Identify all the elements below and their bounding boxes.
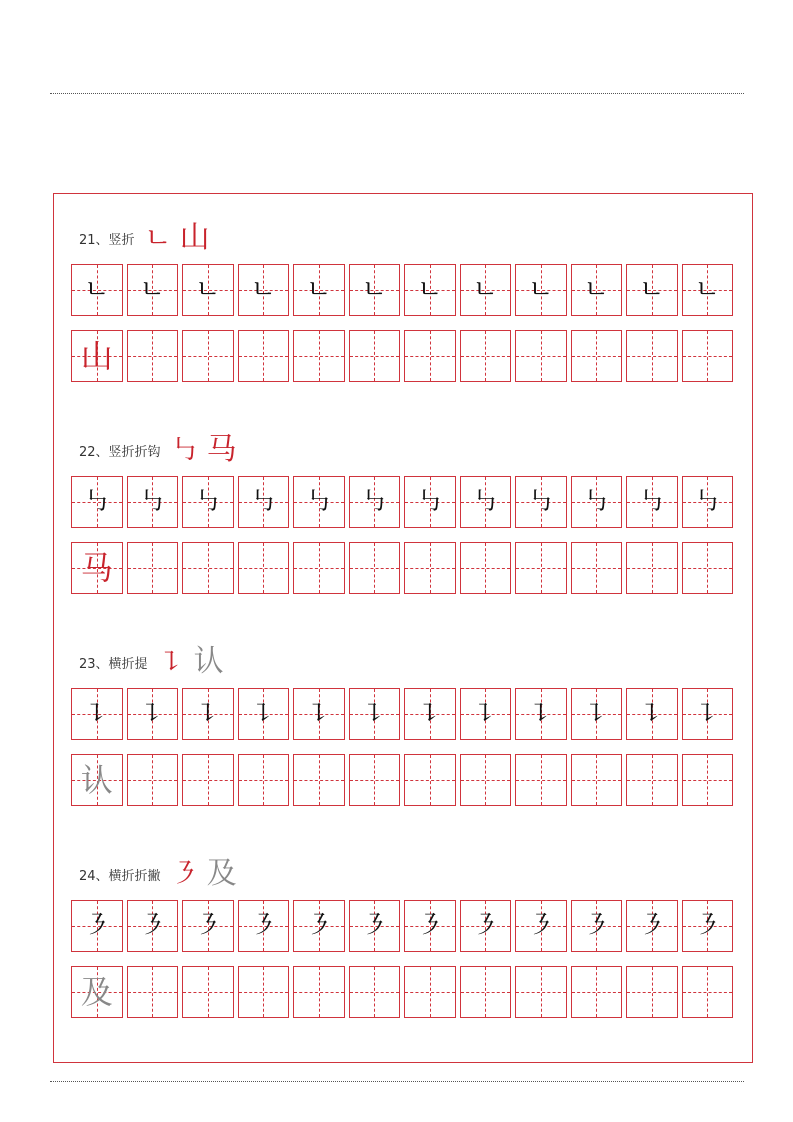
example-character: 马 [206,432,237,467]
empty-practice-cell[interactable] [404,542,456,594]
stroke-practice-cell[interactable] [71,688,123,740]
empty-practice-cell[interactable] [238,966,290,1018]
empty-practice-cell[interactable] [349,966,401,1018]
stroke-glyph: ㇋ [194,910,221,941]
top-dotted-line [50,93,744,94]
section-title: 21、竖折 [79,232,135,248]
stroke-practice-cell[interactable] [571,476,623,528]
stroke-practice-cell[interactable] [571,900,623,952]
stroke-glyph: ㇉ [472,486,499,517]
stroke-practice-cell[interactable] [293,900,345,952]
stroke-glyph: ㇋ [250,910,277,941]
empty-practice-cell[interactable] [182,966,234,1018]
stroke-glyph: ㄴ [306,274,332,305]
stroke-glyph: ㇊ [361,698,388,729]
stroke-practice-cell[interactable] [626,476,678,528]
stroke-practice-cell[interactable] [515,264,567,316]
stroke-glyph: ㇉ [527,486,554,517]
stroke-practice-cell[interactable] [238,688,290,740]
empty-practice-cell[interactable] [238,542,290,594]
empty-practice-cell[interactable] [571,330,623,382]
stroke-glyph: ㇉ [170,433,199,466]
stroke-section [71,432,737,597]
empty-practice-cell[interactable] [515,330,567,382]
empty-practice-cell[interactable] [682,542,734,594]
stroke-glyph: ㇋ [472,910,499,941]
stroke-practice-cell[interactable] [71,476,123,528]
empty-practice-cell[interactable] [127,542,179,594]
stroke-practice-cell[interactable] [71,264,123,316]
section-title: 24、横折折撇 [79,868,161,884]
stroke-glyph: ㇊ [305,698,332,729]
empty-practice-cell[interactable] [349,754,401,806]
stroke-glyph: ㄴ [639,274,665,305]
section-title-row [79,856,237,892]
sample-character-cell[interactable] [71,330,123,382]
stroke-glyph: ㇊ [194,698,221,729]
stroke-glyph: ㄴ [361,274,387,305]
stroke-glyph: ㇋ [83,910,110,941]
empty-practice-cell[interactable] [238,330,290,382]
stroke-glyph: ㇊ [638,698,665,729]
stroke-practice-row [71,264,733,316]
stroke-glyph: ㇊ [694,698,721,729]
stroke-glyph: ㇉ [250,486,277,517]
stroke-practice-cell[interactable] [460,688,512,740]
character-practice-row [71,966,733,1018]
empty-practice-cell[interactable] [349,330,401,382]
stroke-glyph: ㇉ [139,486,166,517]
empty-practice-cell[interactable] [238,754,290,806]
sample-character-cell[interactable] [71,542,123,594]
stroke-glyph: ㄴ [417,274,443,305]
stroke-practice-cell[interactable] [349,264,401,316]
stroke-glyph: ㇋ [170,857,199,890]
empty-practice-cell[interactable] [626,966,678,1018]
stroke-glyph: ㄴ [250,274,276,305]
stroke-practice-cell[interactable] [182,476,234,528]
stroke-practice-cell[interactable] [460,264,512,316]
empty-practice-cell[interactable] [682,754,734,806]
stroke-glyph: ㇋ [527,910,554,941]
stroke-glyph: ㇉ [638,486,665,517]
stroke-practice-cell[interactable] [404,900,456,952]
stroke-practice-cell[interactable] [127,900,179,952]
stroke-practice-cell[interactable] [238,476,290,528]
empty-practice-cell[interactable] [626,330,678,382]
stroke-practice-cell[interactable] [626,264,678,316]
stroke-glyph: ㄴ [195,274,221,305]
stroke-practice-row [71,688,733,740]
stroke-glyph: ㄴ [528,274,554,305]
empty-practice-cell[interactable] [349,542,401,594]
stroke-practice-cell[interactable] [349,688,401,740]
sample-character: 认 [80,760,113,799]
empty-practice-cell[interactable] [682,966,734,1018]
empty-practice-cell[interactable] [127,330,179,382]
stroke-glyph: ㇉ [694,486,721,517]
stroke-glyph: ㄴ [144,221,172,254]
stroke-practice-cell[interactable] [515,900,567,952]
stroke-glyph: ㇊ [583,698,610,729]
empty-practice-cell[interactable] [571,542,623,594]
stroke-practice-cell[interactable] [626,900,678,952]
stroke-practice-cell[interactable] [182,900,234,952]
stroke-glyph: ㇊ [472,698,499,729]
stroke-glyph: ㇉ [83,486,110,517]
stroke-practice-cell[interactable] [404,688,456,740]
empty-practice-cell[interactable] [515,754,567,806]
stroke-practice-cell[interactable] [182,264,234,316]
stroke-section [71,856,737,1021]
stroke-glyph: ㇉ [583,486,610,517]
stroke-practice-cell[interactable] [682,900,734,952]
stroke-practice-cell[interactable] [238,264,290,316]
stroke-practice-cell[interactable] [127,264,179,316]
stroke-glyph: ㇊ [139,698,166,729]
stroke-practice-cell[interactable] [127,688,179,740]
stroke-practice-cell[interactable] [238,900,290,952]
stroke-glyph: ㇉ [194,486,221,517]
section-title-row [79,220,210,256]
stroke-practice-cell[interactable] [626,688,678,740]
stroke-glyph: ㄴ [694,274,720,305]
stroke-practice-cell[interactable] [460,476,512,528]
stroke-practice-cell[interactable] [349,476,401,528]
stroke-glyph: ㇋ [139,910,166,941]
stroke-practice-cell[interactable] [515,476,567,528]
stroke-practice-cell[interactable] [571,264,623,316]
bottom-dotted-line [50,1081,744,1082]
example-character: 及 [206,856,237,891]
stroke-glyph: ㄴ [583,274,609,305]
empty-practice-cell[interactable] [404,966,456,1018]
example-character: 认 [193,644,224,679]
stroke-section [71,220,737,385]
stroke-practice-cell[interactable] [293,688,345,740]
stroke-practice-cell[interactable] [571,688,623,740]
stroke-glyph: ㇉ [416,486,443,517]
empty-practice-cell[interactable] [293,542,345,594]
section-title: 23、横折提 [79,656,148,672]
section-title-row [79,644,224,680]
stroke-glyph: ㇊ [527,698,554,729]
sample-character: 山 [80,336,113,375]
stroke-glyph: ㇊ [157,645,186,678]
sample-character-cell[interactable] [71,966,123,1018]
empty-practice-cell[interactable] [293,330,345,382]
empty-practice-cell[interactable] [515,966,567,1018]
section-title-row [79,432,237,468]
stroke-glyph: ㇋ [305,910,332,941]
empty-practice-cell[interactable] [515,542,567,594]
character-practice-row [71,330,733,382]
stroke-practice-cell[interactable] [127,476,179,528]
stroke-practice-row [71,900,733,952]
empty-practice-cell[interactable] [460,754,512,806]
empty-practice-cell[interactable] [404,754,456,806]
empty-practice-cell[interactable] [626,542,678,594]
stroke-glyph: ㇊ [83,698,110,729]
stroke-practice-cell[interactable] [71,900,123,952]
empty-practice-cell[interactable] [571,754,623,806]
section-title: 22、竖折折钩 [79,444,161,460]
stroke-glyph: ㇋ [361,910,388,941]
stroke-practice-cell[interactable] [515,688,567,740]
empty-practice-cell[interactable] [182,542,234,594]
empty-practice-cell[interactable] [293,754,345,806]
stroke-practice-cell[interactable] [182,688,234,740]
stroke-practice-cell[interactable] [404,476,456,528]
empty-practice-cell[interactable] [182,330,234,382]
empty-practice-cell[interactable] [293,966,345,1018]
stroke-practice-row [71,476,733,528]
empty-practice-cell[interactable] [182,754,234,806]
empty-practice-cell[interactable] [460,330,512,382]
stroke-glyph: ㄴ [84,274,110,305]
stroke-glyph: ㇊ [416,698,443,729]
stroke-practice-cell[interactable] [349,900,401,952]
stroke-glyph: ㇉ [305,486,332,517]
stroke-glyph: ㇉ [361,486,388,517]
stroke-glyph: ㄴ [472,274,498,305]
empty-practice-cell[interactable] [404,330,456,382]
stroke-practice-cell[interactable] [404,264,456,316]
example-character: 山 [179,220,210,255]
empty-practice-cell[interactable] [460,966,512,1018]
stroke-practice-cell[interactable] [293,476,345,528]
stroke-practice-cell[interactable] [460,900,512,952]
empty-practice-cell[interactable] [460,542,512,594]
empty-practice-cell[interactable] [127,754,179,806]
empty-practice-cell[interactable] [127,966,179,1018]
empty-practice-cell[interactable] [682,330,734,382]
stroke-practice-cell[interactable] [682,688,734,740]
stroke-practice-cell[interactable] [293,264,345,316]
stroke-practice-cell[interactable] [682,476,734,528]
character-practice-row [71,754,733,806]
stroke-glyph: ㇋ [583,910,610,941]
sample-character-cell[interactable] [71,754,123,806]
stroke-glyph: ㇋ [694,910,721,941]
stroke-practice-cell[interactable] [682,264,734,316]
stroke-glyph: ㇋ [638,910,665,941]
stroke-section [71,644,737,809]
empty-practice-cell[interactable] [626,754,678,806]
stroke-glyph: ㇋ [416,910,443,941]
empty-practice-cell[interactable] [571,966,623,1018]
stroke-glyph: ㄴ [139,274,165,305]
sample-character: 马 [80,548,113,587]
sample-character: 及 [80,972,113,1011]
stroke-glyph: ㇊ [250,698,277,729]
character-practice-row [71,542,733,594]
